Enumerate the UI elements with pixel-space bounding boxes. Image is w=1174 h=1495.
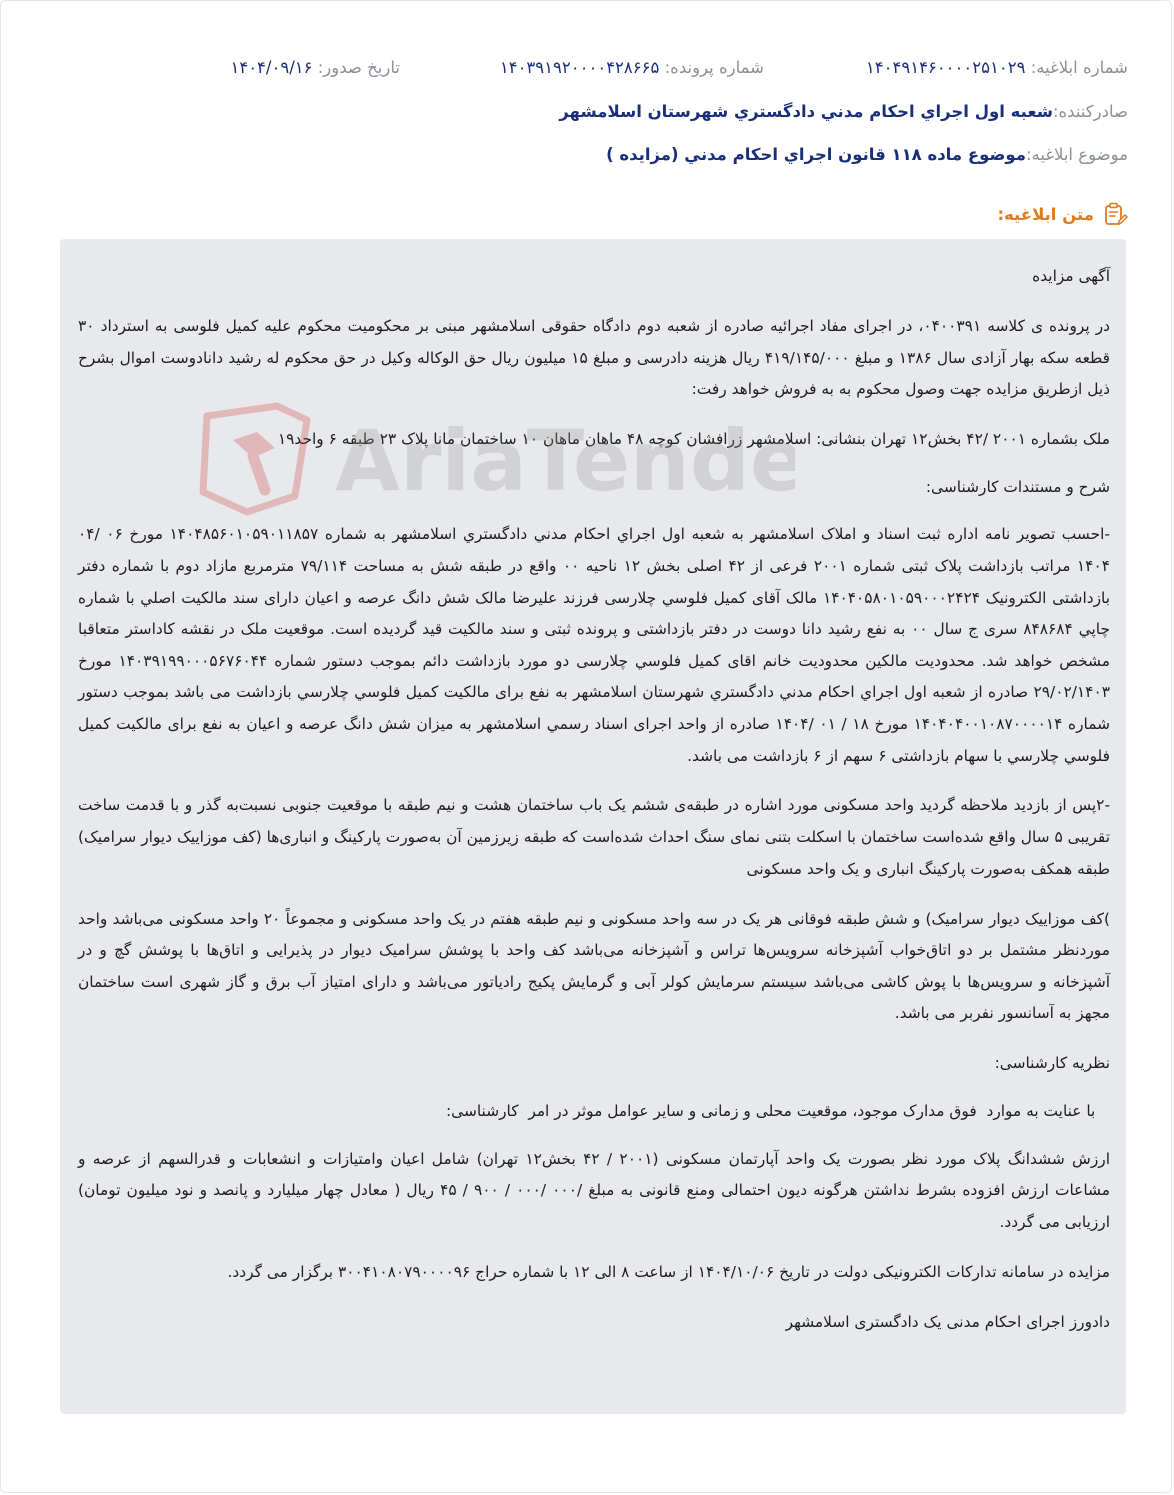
body-paragraph-considering: با عنایت به موارد فوق مدارک موجود، موقعیت محلی و زمانی و سایر عوامل موثر در امر کارشناسی: [445,1102,1110,1121]
meta-row-subject [606,142,1128,166]
issue-date-label: تاریخ صدور: [317,58,400,77]
case-number-label: شماره پرونده: [664,58,764,77]
body-paragraph-expert-heading: شرح و مستندات کارشناسی: [925,477,1110,496]
issuer-value: شعبه اول اجراي احكام مدني دادگستري شهرستان اسلامشهر [559,101,1053,121]
meta-row-issuer [559,99,1128,123]
case-number-value: ۱۴۰۳۹۱۹۲۰۰۰۰۴۲۸۶۶۵ [499,58,660,77]
issuer-label: صادرکننده: [1052,101,1128,121]
meta-row-numbers [40,58,1128,82]
body-paragraph-inspection: -۲پس از بازدید ملاحظه گردید واحد مسکونی مورد اشاره در طبقه‌ی ششم یک باب ساختمان هشت و نیم طبقه با موقعیت جنوبی نسبت‌به گذر و با قدمت ساخت تقریبی ۵ سال واقع شده‌است ساختمان با اسکلت بتنی نمای سنگ احداث شده‌است که طبقه زیرزمین آن به‌صورت پارکینگ و انباری‌ها (کف موزاییک دیوار سرامیک) طبقه همکف به‌صورت پارکینگ انباری و یک واحد مسکونی [78,796,1110,878]
subject-value: موضوع ماده ۱۱۸ قانون اجراي احكام مدني (مزايده ) [606,144,1026,164]
body-paragraph-opinion-heading: نظریه کارشناسی: [994,1054,1110,1073]
body-heading: آگهی مزایده [1032,267,1110,285]
body-paragraph-signature: دادورز اجرای احکام مدنی یک دادگستری اسلامشهر [785,1312,1110,1331]
notice-number-value: ۱۴۰۴۹۱۴۶۰۰۰۰۲۵۱۰۲۹ [865,58,1026,77]
subject-label: موضوع ابلاغیه: [1025,144,1128,164]
body-paragraph-intro: در پرونده ی کلاسه ۰۴۰۰۳۹۱، در اجرای مفاد اجرائیه صادره از شعبه دوم دادگاه حقوقی اسلامشهر مبنی بر محکومیت محکوم علیه کمیل فلوسی به استرداد ۳۰ قطعه سکه بهار آزادی سال ۱۳۸۶ و مبلغ ۴۱۹/۱۴۵/۰۰۰ ریال هزینه دادرسی و مبلغ ۱۵ میلیون ریال حق الوکاله وکیل در حق محکوم له رشید دانادوست اموال بشرح ذیل ازطریق مزایده جهت وصول محکوم به به فروش خواهد رفت: [78,316,1110,399]
body-paragraph-building: )کف موزاییک دیوار سرامیک) و شش طبقه فوقانی هر یک در سه واحد مسکونی و نیم طبقه هفتم در یک واحد مسکونی و مجموعاً ۲۰ واحد مسکونی می‌باشد واحد موردنظر مشتمل بر دو اتاق‌خواب آشپزخانه سرویس‌ها تراس و آشپزخانه می‌باشد کف واحد با پوشش سرامیک دیوار در پذیرایی و اتاق‌ها با پوشش گچ و در آشپزخانه و سرویس‌ها با پوش کاشی می‌باشد سیستم سرمایش کولر آبی و گرمایش پکیج رادیاتور می‌باشد و دارای امتیاز آب برق و گاز شهری است ساختمان مجهز به آسانسور نفربر می باشد. [78,909,1110,1023]
notice-number-label: شماره ابلاغيه: [1030,58,1128,77]
notice-body [60,239,1126,1414]
note-icon [1102,201,1128,227]
body-paragraph-registry: -احسب تصویر نامه اداره ثبت اسناد و املاک اسلامشهر به شعبه اول اجراي احكام مدني دادگستري اسلامشهر به شماره ۱۴۰۴۸۵۶۰۱۰۵۹۰۱۱۸۵۷ مورخ ۰۶ /۰۴ ۱۴۰۴ مراتب بازداشت پلاک ثبتی شماره ۲۰۰۱ فرعی از ۴۲ اصلی بخش ۱۲ ناحیه ۰۰ واقع در طبقه شش به مساحت ۷۹/۱۱۴ مترمربع مازاد دوم با شماره دفتر بازداشتی الکترونیک ۱۴۰۴۰۵۸۰۱۰۵۹۰۰۰۲۴۲۴ مالک آقای کمیل فلوسي چلارسی فرزند علیرضا مالک شش دانگ عرصه و اعیان دارای سند مالکیت اصلي با شماره چاپي ۸۴۸۶۸۴ سری ج سال ۰۰ به نفع رشید دانا دوست در دفتر بازداشتی و پرونده ثبتی و سند مالکیت قید گردیده است. موقعیت ملک در نقشه کاداستر متعاقبا مشخص خواهد شد. محدودیت مالکین محدودیت خانم اقای کمیل فلوسي چلارسی دو مورد بازداشت دائم بموجب دستور شماره ۱۴۰۳۹۱۹۹۰۰۰۵۶۷۶۰۴۴ مورخ ۲۹/۰۲/۱۴۰۳ صادره از شعبه اول اجراي احكام مدني دادگستري شهرستان اسلامشهر به نفع برای مالکیت کمیل فلوسي چلارسي بازداشت می باشد بموجب دستور شماره ۱۴۰۴۰۴۰۰۱۰۸۷۰۰۰۰۱۴ مورخ ۱۸ / ۰۱ /۱۴۰۴ صادره از واحد اجرای اسناد رسمي اسلامشهر به میزان شش دانگ عرصه و اعیان به نفع برای مالکیت کمیل فلوسي چلارسي با سهام بازداشتی ۶ سهم از ۶ بازداشت می باشد. [78,525,1110,765]
case-number [500,58,764,77]
section-title [997,201,1128,227]
body-paragraph-valuation: ارزش ششدانگ پلاک مورد نظر بصورت یک واحد آپارتمان مسکونی (۲۰۰۱ / ۴۲ بخش۱۲ تهران) شامل اعیان وامتیازات و انشعابات و قدرالسهم از عرصه و مشاعات ارزش افزوده بشرط نداشتن هرگونه دیون احتمالی ومنع قانونی به مبلغ /۰۰۰ /۰۰۰ / ۹۰۰ / ۴۵ ریال ( معادل چهار میلیارد و پانصد و نود میلیون تومان) ارزیابی می گردد. [78,1149,1110,1231]
body-paragraph-auction: مزایده در سامانه تدارکات الکترونیکی دولت در تاریخ ۱۴۰۴/۱۰/۰۶ از ساعت ۸ الی ۱۲ با شماره حراج ۳۰۰۴۱۰۸۰۷۹۰۰۰۰۹۶ برگزار می گردد. [227,1262,1110,1281]
body-paragraph-property: ملک بشماره ۲۰۰۱ /۴۲ بخش۱۲ تهران بنشانی: اسلامشهر زرافشان کوچه ۴۸ ماهان ماهان ۱۰ ساختمان مانا پلاک ۲۳ طبقه ۶ واحد۱۹ [277,430,1110,449]
section-title-text: متن ابلاغیه: [997,204,1094,224]
notice-number [866,58,1128,77]
issue-date-value: ۱۴۰۴/۰۹/۱۶ [230,58,313,77]
issue-date [230,58,400,77]
watermark-text: AriaTende [335,412,795,510]
